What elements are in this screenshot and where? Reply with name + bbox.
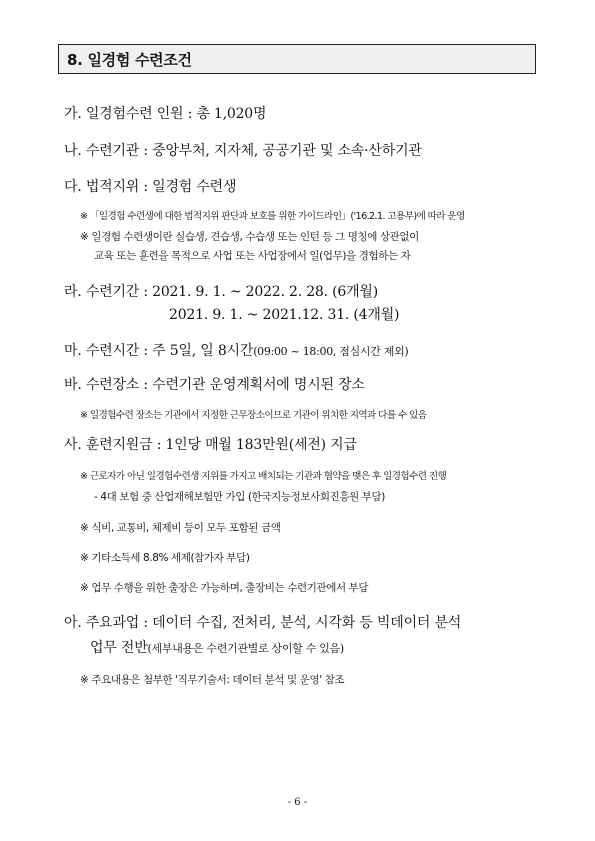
- item-sa: 사. 훈련지원금 : 1인당 매월 183만원(세전) 지급: [64, 437, 357, 453]
- item-sa-note2: ※ 식비, 교통비, 체제비 등이 모두 포함된 금액: [80, 522, 281, 534]
- item-ma-paren: (09:00 ~ 18:00, 점심시간 제외): [253, 345, 409, 358]
- item-a-line2: [90, 637, 344, 657]
- item-ba: 바. 수련장소 : 수련기관 운영계획서에 명시된 장소: [64, 377, 365, 393]
- item-a-note: ※ 주요내용은 첨부한 '직무기술서: 데이터 분석 및 운영' 참조: [80, 674, 345, 686]
- item-na: 나. 수련기관 : 중앙부처, 지자체, 공공기관 및 소속·산하기관: [64, 143, 422, 159]
- item-a-line1: 아. 주요과업 : 데이터 수집, 전처리, 분석, 시각화 등 빅데이터 분석: [64, 615, 462, 631]
- item-sa-note1-line1: ※ 근로자가 아닌 일경험수련생 지위를 가지고 배치되는 기관과 협약을 맺은 후 일경험수련 진행: [80, 471, 447, 482]
- item-ma-main: 마. 수련시간 : 주 5일, 일 8시간: [64, 343, 254, 359]
- item-da-note1: ※ 「일경험 수련생에 대한 법적지위 판단과 보호를 위한 가이드라인」('16.2.1. 고용부)에 따라 운영: [80, 211, 465, 222]
- item-ba-note: ※ 일경험수련 장소는 기관에서 지정한 근무장소이므로 기관이 위치한 지역과 다를 수 있음: [80, 410, 427, 421]
- section-title-box: [58, 44, 536, 74]
- item-ga: 가. 일경험수련 인원 : 총 1,020명: [64, 106, 267, 122]
- item-da-note2-line2: 교육 또는 훈련을 목적으로 사업 또는 사업장에서 일(업무)을 경험하는 자: [94, 250, 411, 262]
- page-number: - 6 -: [287, 797, 308, 808]
- item-ma: [64, 340, 408, 360]
- item-a-line2-main: 업무 전반: [90, 640, 148, 656]
- item-a-line2-paren: (세부내용은 수련기관별로 상이할 수 있음): [147, 642, 344, 655]
- section-title: 8. 일경험 수련조건: [67, 50, 192, 69]
- item-ra-line2: 2021. 9. 1. ~ 2021.12. 31. (4개월): [169, 307, 400, 323]
- item-da-note2-line1: ※ 일경험 수련생이란 실습생, 견습생, 수습생 또는 인턴 등 그 명칭에 상관없이: [80, 231, 419, 243]
- item-ra-line1: 라. 수련기간 : 2021. 9. 1. ~ 2022. 2. 28. (6개월): [64, 284, 378, 300]
- item-da: 다. 법적지위 : 일경험 수련생: [64, 179, 237, 195]
- item-sa-note4: ※ 업무 수행을 위한 출장은 가능하며, 출장비는 수련기관에서 부담: [80, 582, 369, 594]
- item-sa-note3: ※ 기타소득세 8.8% 세제(참가자 부담): [80, 552, 250, 564]
- item-sa-note1-line2: - 4대 보험 중 산업재해보험만 가입 (한국지능정보사회진흥원 부담): [94, 491, 385, 503]
